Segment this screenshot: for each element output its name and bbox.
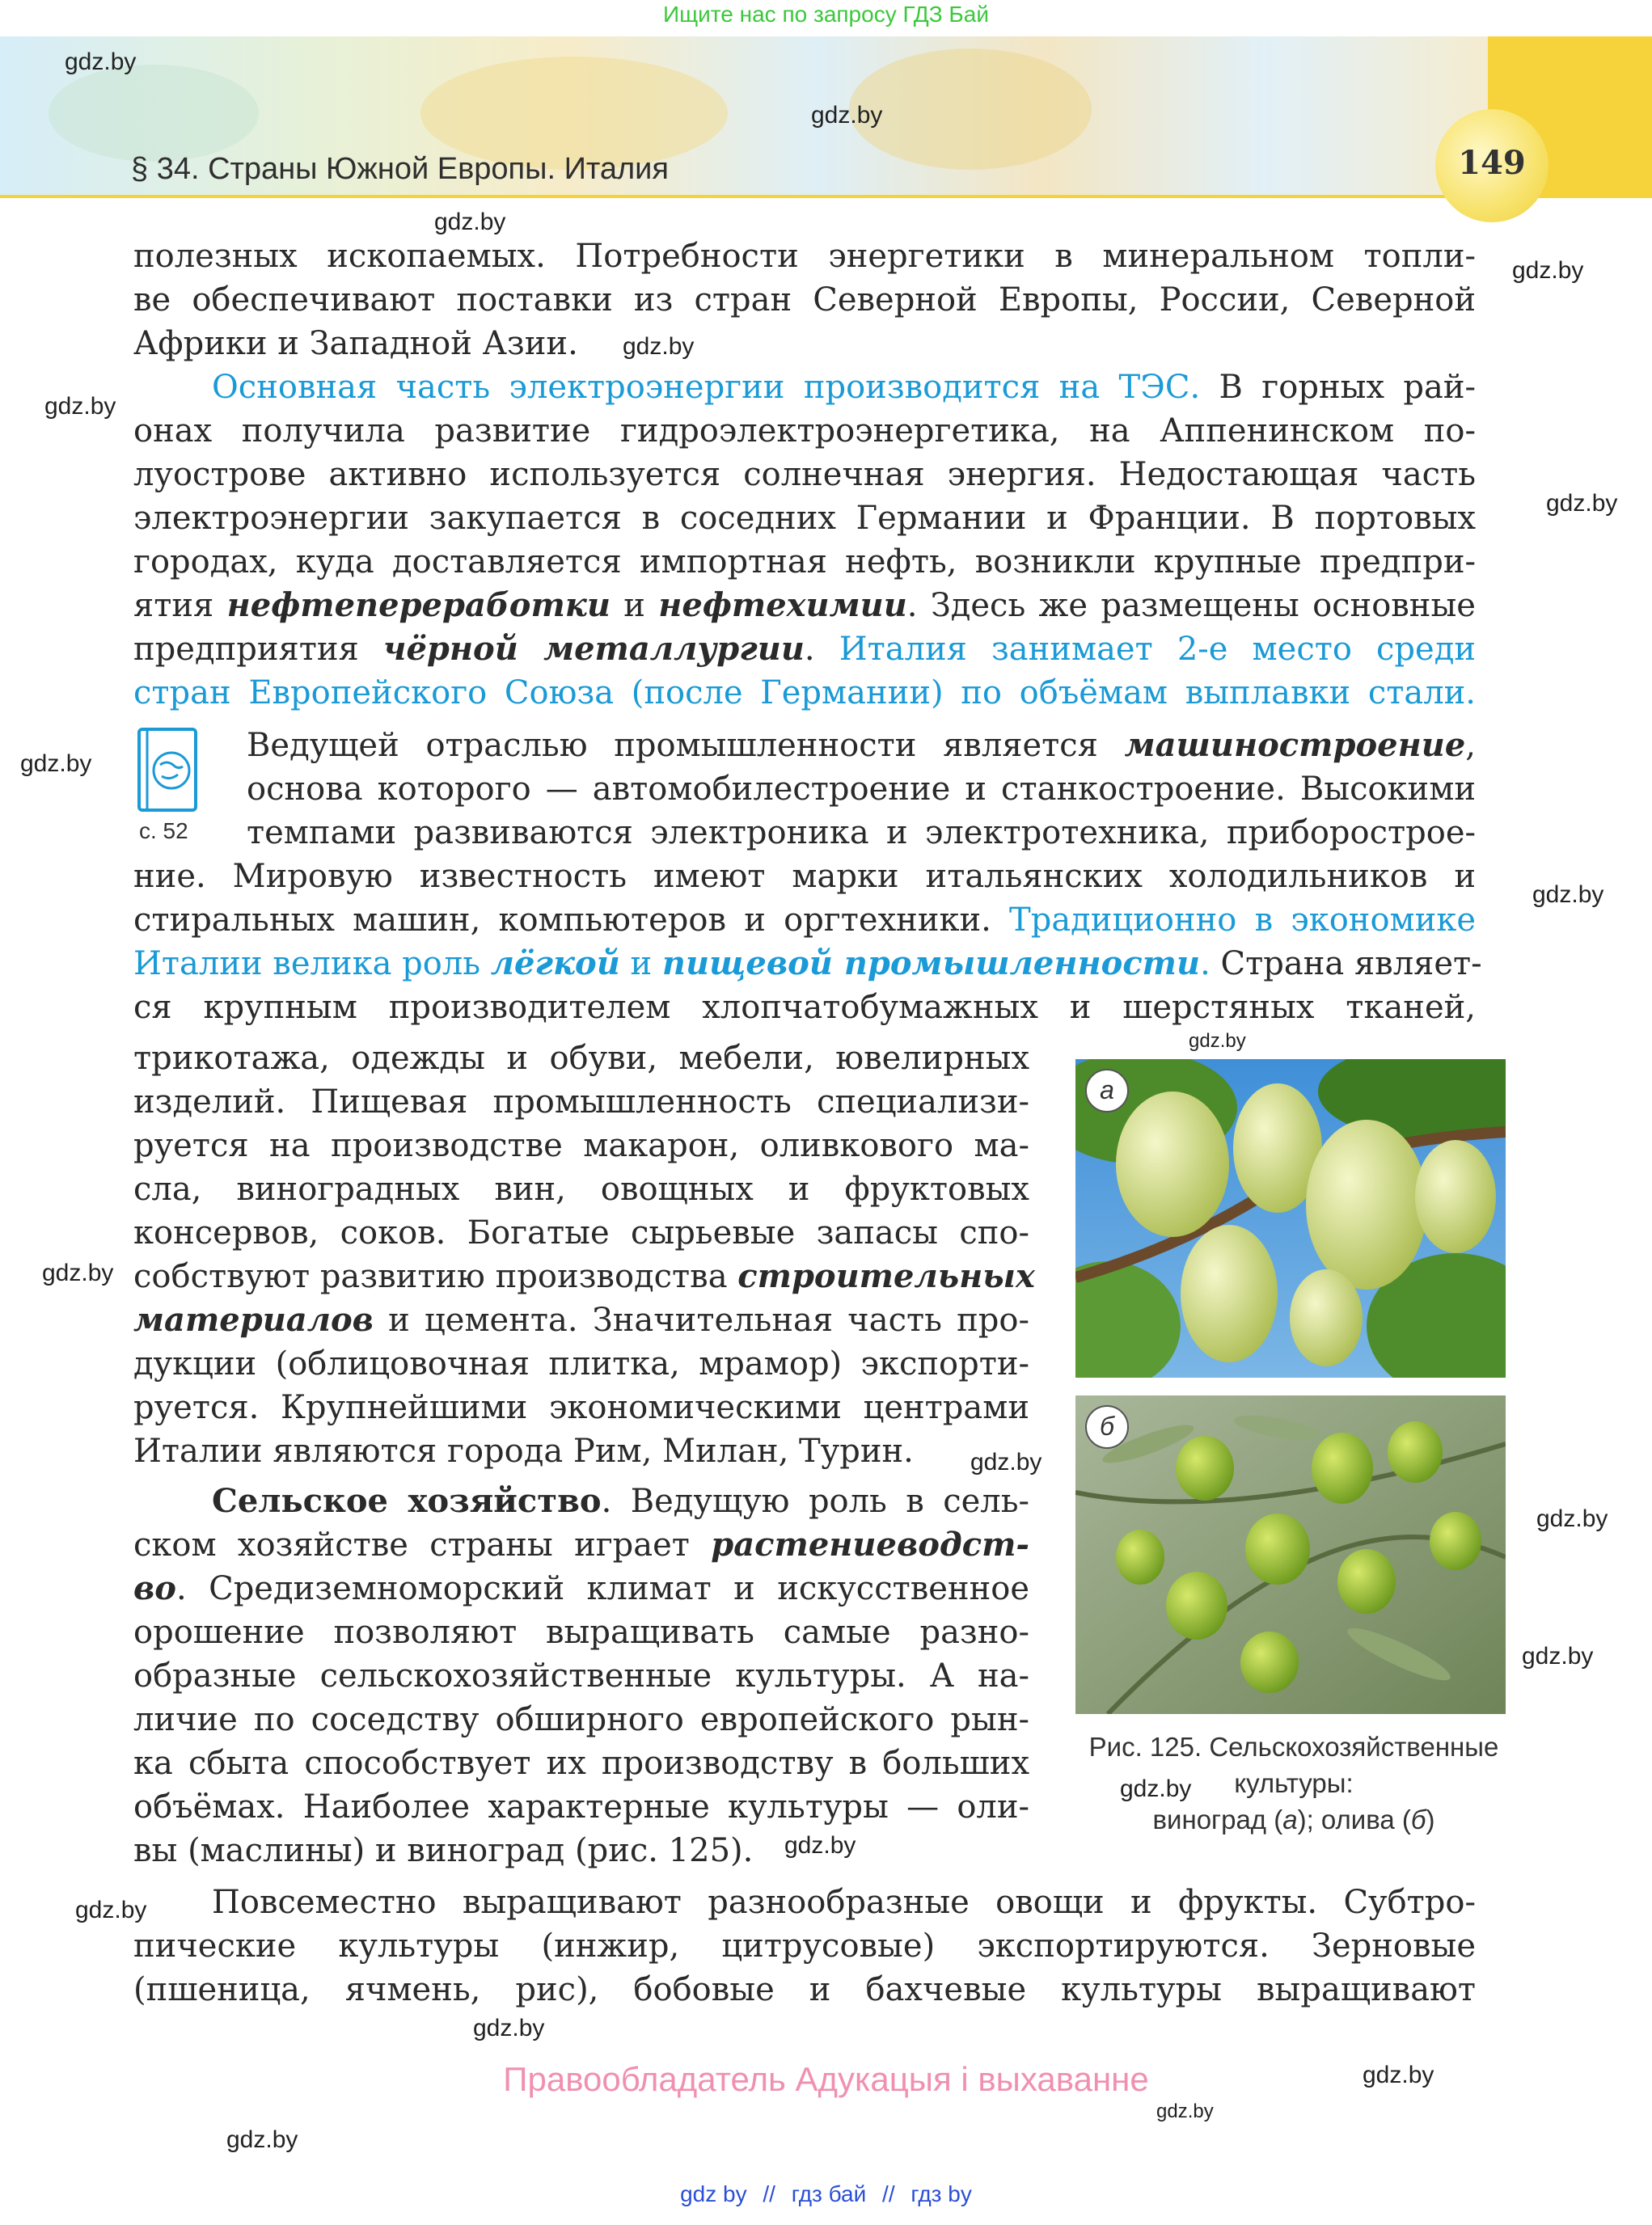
watermark: gdz.by <box>1363 2062 1434 2088</box>
term: Сельское хозяйство <box>212 1482 602 1520</box>
text-line: ве обеспечивают поставки из стран Северной Европы, России, Северной <box>133 281 1476 319</box>
watermark: gdz.by <box>1546 490 1618 517</box>
text-line: личие по соседству обширного европейского рын- <box>133 1701 1029 1738</box>
term: растениеводст- <box>711 1526 1029 1564</box>
text-line: пические культуры (инжир, цитрусовые) экспортируются. Зерновые <box>133 1927 1476 1965</box>
text-line: онах получила развитие гидроэлектроэнергетика, на Аппенинском по- <box>133 412 1476 450</box>
watermark: gdz.by <box>226 2126 298 2153</box>
watermark: gdz.by <box>1156 2100 1214 2122</box>
watermark: gdz.by <box>811 102 883 129</box>
text-line: объёмах. Наиболее характерные культуры — оли- <box>133 1788 1029 1826</box>
term: машиностроение <box>1124 726 1466 764</box>
watermark: gdz.by <box>1522 1643 1594 1670</box>
footer-separator: // <box>763 2181 775 2206</box>
top-banner[interactable]: Ищите нас по запросу ГДЗ Бай <box>662 2 990 27</box>
watermark: gdz.by <box>623 333 695 360</box>
text-line: городах, куда доставляется импортная нефть, возникли крупные предпри- <box>133 543 1476 581</box>
text-line: изделий. Пищевая промышленность специализи- <box>133 1083 1029 1121</box>
text-line: дукции (облицовочная плитка, мрамор) экспорти- <box>133 1345 1029 1383</box>
text-line: полезных ископаемых. Потребности энергетики в минеральном топли- <box>133 238 1476 275</box>
watermark: gdz.by <box>434 209 506 235</box>
watermark: gdz.by <box>65 49 137 75</box>
text-line: сла, виноградных вин, овощных и фруктовых <box>133 1171 1029 1208</box>
watermark: gdz.by <box>784 1832 856 1859</box>
page-number: 149 <box>1458 144 1526 182</box>
text-line: стран Европейского Союза (после Германии) по объёмам выплавки стали. <box>133 674 1476 711</box>
watermark: gdz.by <box>75 1897 147 1923</box>
text-line: стиральных машин, компьютеров и оргтехники. Традиционно в экономике <box>133 901 1476 939</box>
term: пищевой промышленности <box>661 944 1201 982</box>
watermark: gdz.by <box>42 1260 114 1286</box>
footer-link[interactable]: гдз бай <box>791 2181 867 2206</box>
figure-caption: Рис. 125. Сельскохозяйственные культуры: виноград (а); олива (б) <box>1088 1732 1499 1834</box>
text-line: электроэнергии закупается в соседних Германии и Франции. В портовых <box>133 500 1476 537</box>
text-line: основа которого — автомобилестроение и станкостроение. Высокими <box>247 771 1476 808</box>
watermark: gdz.by <box>20 750 92 777</box>
workbook-icon <box>136 726 202 815</box>
map-decoration <box>849 49 1092 170</box>
text-line: ка сбыта способствует их производству в больших <box>133 1745 1029 1782</box>
watermark: gdz.by <box>473 2015 545 2041</box>
term: лёгкой <box>490 944 620 982</box>
text-line: вы (маслины) и виноград (рис. 125). <box>133 1832 754 1869</box>
text-line: ся крупным производителем хлопчатобумажных и шерстяных тканей, <box>133 989 1476 1026</box>
term: материалов <box>133 1301 374 1339</box>
text-line: Италии являются города Рим, Милан, Турин. <box>133 1433 914 1470</box>
watermark: gdz.by <box>1532 881 1604 908</box>
highlight-text: Основная часть электроэнергии производится на ТЭС. <box>212 369 1201 406</box>
text-line: Основная часть электроэнергии производится на ТЭС. В горных рай- <box>212 369 1477 406</box>
map-decoration <box>49 65 259 162</box>
text-line: во. Средиземноморский климат и искусственное <box>133 1569 1029 1607</box>
text-line: ние. Мировую известность имеют марки итальянских холодильников и <box>133 858 1476 895</box>
term: нефтехимии <box>658 586 907 624</box>
copyright-notice: Правообладатель Адукацыя і выхаванне <box>503 2060 1149 2098</box>
text-line: трикотажа, одежды и обуви, мебели, ювелирных <box>133 1040 1029 1077</box>
section-title: § 34. Страны Южной Европы. Италия <box>131 152 669 186</box>
text-line: Африки и Западной Азии. <box>133 325 578 362</box>
highlight-text: Традиционно в экономике <box>1009 901 1476 939</box>
text-line: руется на производстве макарон, оливкового ма- <box>133 1127 1029 1164</box>
text-line: Ведущей отраслью промышленности является машиностроение, <box>247 726 1476 764</box>
text-line: руется. Крупнейшими экономическими центрами <box>133 1389 1029 1426</box>
footer-links <box>0 2181 1652 2207</box>
text-line: предприятия чёрной металлургии. Италия занимает 2-е место среди <box>133 630 1476 668</box>
photo-label-a: а <box>1085 1069 1129 1112</box>
footer-link[interactable]: гдз by <box>911 2181 972 2206</box>
term: чёрной металлургии <box>382 630 805 668</box>
photo-label-b: б <box>1085 1405 1129 1449</box>
footer-separator: // <box>882 2181 895 2206</box>
watermark: gdz.by <box>1512 257 1584 284</box>
text-line: Повсеместно выращивают разнообразные овощи и фрукты. Субтро- <box>212 1884 1476 1921</box>
watermark: gdz.by <box>1536 1505 1608 1532</box>
watermark: gdz.by <box>44 393 116 420</box>
text-line: темпами развиваются электроника и электротехника, приборострое- <box>247 814 1476 851</box>
text-line: луострове активно используется солнечная энергия. Недостающая часть <box>133 456 1476 493</box>
watermark: gdz.by <box>970 1449 1042 1476</box>
text-line: ятия нефтепереработки и нефтехимии. Здесь же размещены основные <box>133 586 1476 624</box>
term: строительных <box>737 1257 1035 1295</box>
text-line: орошение позволяют выращивать самые разно- <box>133 1614 1029 1651</box>
footer-link[interactable]: gdz by <box>680 2181 747 2206</box>
watermark: gdz.by <box>1120 1775 1192 1802</box>
watermark: gdz.by <box>1189 1030 1246 1052</box>
text-line: образные сельскохозяйственные культуры. А на- <box>133 1657 1029 1695</box>
term: во <box>133 1569 176 1607</box>
term: нефтепереработки <box>226 586 611 624</box>
highlight-text: Италия занимает 2-е место среди <box>839 631 1476 668</box>
text-line: (пшеница, ячмень, рис), бобовые и бахчевые культуры выращивают <box>133 1971 1476 2008</box>
text-line: собствуют развитию производства строительных <box>133 1257 1035 1295</box>
text-line: консервов, соков. Богатые сырьевые запасы спо- <box>133 1214 1029 1252</box>
text-line: Сельское хозяйство. Ведущую роль в сель- <box>212 1482 1029 1520</box>
photo-olives <box>1075 1395 1506 1714</box>
photo-grapes <box>1075 1059 1506 1378</box>
text-line: ском хозяйстве страны играет растениеводст- <box>133 1526 1029 1564</box>
text-line: Италии велика роль лёгкой и пищевой промышленности. Страна являет- <box>133 944 1482 982</box>
text-line: материалов и цемента. Значительная часть про- <box>133 1301 1029 1339</box>
book-page-ref: с. 52 <box>139 818 188 843</box>
